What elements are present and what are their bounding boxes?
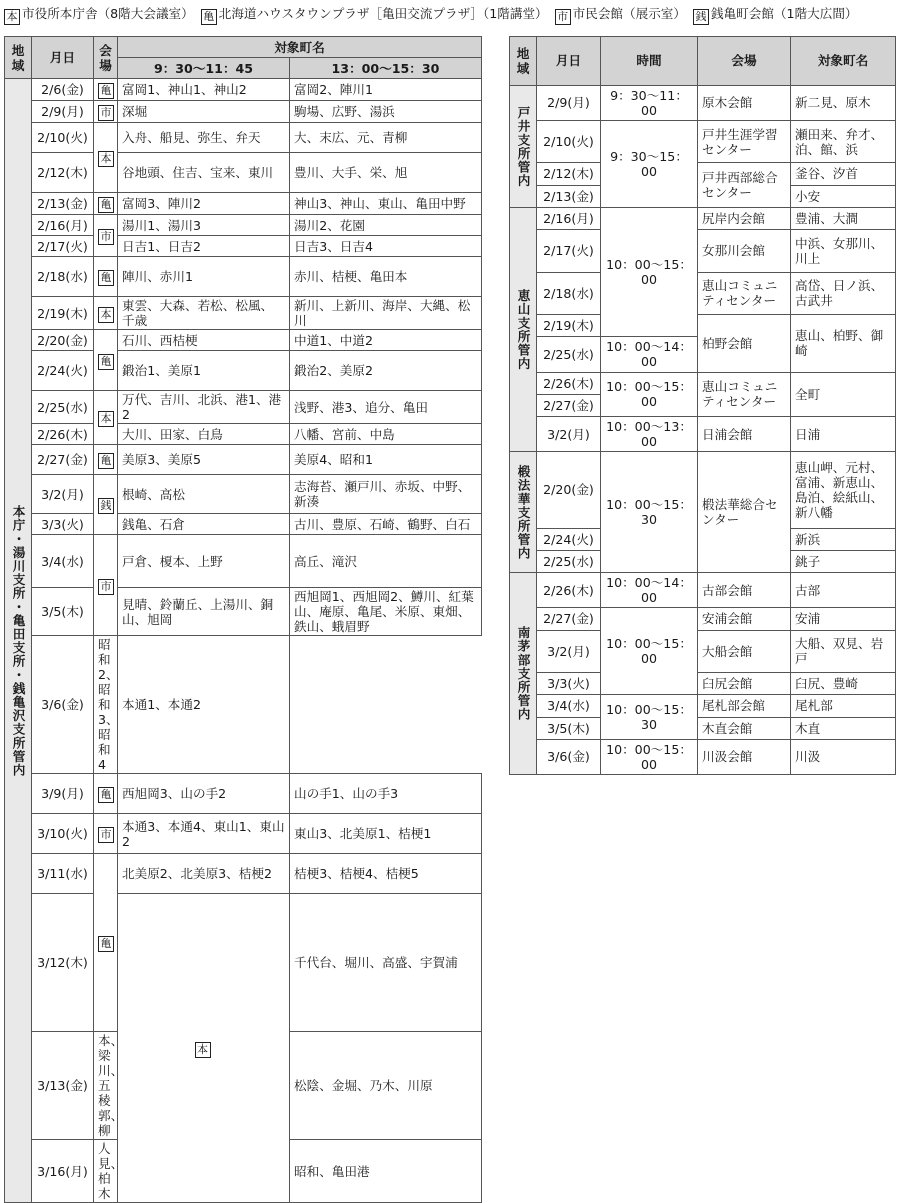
table-row [510, 417, 896, 452]
am-towns-cell: 美原3、美原5 [118, 445, 290, 475]
towns-cell: 尾札部 [791, 695, 896, 717]
date-cell: 2/6(金) [32, 79, 94, 101]
date-cell: 2/9(月) [32, 101, 94, 123]
am-towns-cell: 谷地頭、住吉、宝来、東川 [118, 153, 290, 193]
table-row [510, 120, 896, 162]
venue-cell: 木直会館 [698, 717, 791, 739]
table-row [5, 193, 482, 215]
pm-towns-cell: 本通1、本通2 [118, 636, 290, 774]
venue-cell: 尾札部会館 [698, 695, 791, 717]
date-cell: 3/2(月) [32, 475, 94, 514]
towns-cell: 全町 [791, 372, 896, 417]
table-row [5, 854, 482, 894]
date-cell: 3/11(水) [32, 854, 94, 894]
am-towns-cell: 日吉1、日吉2 [118, 236, 290, 257]
schedule-table-main [4, 36, 482, 1203]
towns-cell: 古部 [791, 573, 896, 608]
date-cell: 2/18(水) [537, 272, 601, 314]
table-row [510, 672, 896, 694]
pm-towns-cell: 富岡2、陣川1 [290, 79, 482, 101]
table-row [5, 774, 482, 814]
am-towns-cell: 戸倉、榎本、上野 [118, 535, 290, 588]
table-row [510, 207, 896, 229]
table-row [5, 297, 482, 330]
pm-towns-cell: 新川、上新川、海岸、大縄、松川 [290, 297, 482, 330]
date-cell: 3/6(金) [32, 636, 94, 774]
venue-cell [94, 123, 118, 193]
venue-mark: 亀 [98, 354, 114, 370]
date-cell: 3/5(木) [537, 717, 601, 739]
am-towns-cell: 石川、西桔梗 [118, 330, 290, 351]
venue-cell [94, 193, 118, 215]
table-row [5, 475, 482, 514]
table-row [5, 391, 482, 424]
venue-cell: 尻岸内会館 [698, 207, 791, 229]
pm-towns-cell: 日吉3、日吉4 [290, 236, 482, 257]
pm-towns-cell: 鍛治2、美原2 [290, 351, 482, 391]
date-cell: 3/4(水) [32, 535, 94, 588]
date-cell: 2/16(月) [32, 215, 94, 236]
am-towns-cell: 東雲、大森、若松、松風、千歳 [118, 297, 290, 330]
venue-cell [94, 475, 118, 535]
date-cell: 2/26(木) [537, 372, 601, 394]
time-cell: 10：00～15：00 [601, 207, 698, 337]
table-row [5, 636, 482, 774]
table-row [510, 163, 896, 185]
pm-towns-cell: 松陰、金堀、乃木、川原 [290, 1032, 482, 1140]
date-cell: 2/12(木) [537, 163, 601, 185]
date-cell: 3/4(水) [537, 695, 601, 717]
date-cell: 2/25(水) [32, 391, 94, 424]
venue-cell: 安浦会館 [698, 608, 791, 630]
am-towns-cell: 人見、柏木 [94, 1140, 118, 1203]
pm-header: 13：00～15：30 [290, 58, 482, 79]
legend-item [555, 2, 686, 26]
pm-towns-cell: 高丘、滝沢 [290, 535, 482, 588]
am-towns-cell: 湯川1、湯川3 [118, 215, 290, 236]
time-cell: 10：00～14：00 [601, 573, 698, 608]
region-cell: 恵山支所管内 [510, 207, 537, 451]
pm-towns-cell: 湯川2、花園 [290, 215, 482, 236]
table-row [5, 424, 482, 445]
venue-cell: 女那川会館 [698, 230, 791, 272]
date-cell: 2/9(月) [537, 85, 601, 120]
towns-cell: 釜谷、汐首 [791, 163, 896, 185]
region-cell: 南茅部支所管内 [510, 573, 537, 775]
venue-cell: 椴法華総合センター [698, 452, 791, 573]
venue-cell: 大船会館 [698, 630, 791, 672]
towns-cell: 中浜、女那川、川上 [791, 230, 896, 272]
am-towns-cell: 銭亀、石倉 [118, 514, 290, 535]
towns-cell: 新浜 [791, 528, 896, 550]
table-row [510, 315, 896, 337]
date-cell: 2/20(金) [32, 330, 94, 351]
venue-mark: 本 [98, 151, 114, 167]
am-towns-cell: 鍛治1、美原1 [118, 351, 290, 391]
venue-cell: 川汲会館 [698, 739, 791, 774]
venue-mark: 亀 [98, 83, 114, 99]
date-cell: 2/16(月) [537, 207, 601, 229]
table-row [5, 257, 482, 297]
am-towns-cell: 昭和2、昭和3、昭和4 [94, 636, 118, 774]
venue-header: 会場 [698, 37, 791, 86]
date-cell: 3/12(木) [32, 894, 94, 1032]
date-cell: 2/27(金) [32, 445, 94, 475]
am-towns-cell: 見晴、鈴蘭丘、上湯川、銅山、旭岡 [118, 588, 290, 636]
date-cell: 3/9(月) [32, 774, 94, 814]
time-header: 時間 [601, 37, 698, 86]
legend-text: 市役所本庁舎（8階大会議室） [22, 6, 194, 21]
table-row [5, 445, 482, 475]
time-cell: 10：00～15：30 [601, 695, 698, 740]
towns-cell: 高岱、日ノ浜、古武井 [791, 272, 896, 314]
table-row [5, 153, 482, 193]
pm-towns-cell: 大、末広、元、青柳 [290, 123, 482, 153]
am-towns-cell: 北美原2、北美原3、桔梗2 [118, 854, 290, 894]
date-cell: 3/16(月) [32, 1140, 94, 1203]
time-cell: 10：00～13：00 [601, 417, 698, 452]
venue-cell [94, 297, 118, 330]
venue-cell [118, 894, 290, 1203]
venue-cell [94, 215, 118, 257]
table-row [510, 695, 896, 717]
date-cell: 2/27(金) [537, 608, 601, 630]
time-cell: 10：00～14：00 [601, 337, 698, 372]
venue-mark: 市 [98, 105, 114, 121]
am-towns-cell: 根崎、高松 [118, 475, 290, 514]
towns-header: 対象町名 [791, 37, 896, 86]
pm-towns-cell: 古川、豊原、石崎、鶴野、白石 [290, 514, 482, 535]
date-cell: 2/20(金) [537, 452, 601, 528]
table-row [510, 452, 896, 528]
venue-header: 会場 [94, 37, 118, 79]
table-row [510, 573, 896, 608]
towns-cell: 臼尻、豊崎 [791, 672, 896, 694]
date-cell: 2/18(水) [32, 257, 94, 297]
date-cell: 2/19(木) [537, 315, 601, 337]
legend-item [693, 2, 858, 26]
towns-cell: 大船、双見、岩戸 [791, 630, 896, 672]
region-cell: 戸井支所管内 [510, 85, 537, 207]
am-towns-cell: 西旭岡3、山の手2 [118, 774, 290, 814]
table-row [5, 236, 482, 257]
table-row [5, 330, 482, 351]
date-cell: 2/25(水) [537, 337, 601, 372]
venue-cell [94, 445, 118, 475]
venue-cell [94, 391, 118, 445]
schedule-table-branches [509, 36, 896, 775]
date-cell: 3/3(火) [32, 514, 94, 535]
date-cell: 2/24(火) [32, 351, 94, 391]
pm-towns-cell: 山の手1、山の手3 [290, 774, 482, 814]
towns-cell: 恵山岬、元村、富浦、新恵山、島泊、絵紙山、新八幡 [791, 452, 896, 528]
date-cell: 2/13(金) [537, 185, 601, 207]
venue-cell: 戸井西部総合センター [698, 163, 791, 208]
date-cell: 3/13(金) [32, 1032, 94, 1140]
table-row [510, 608, 896, 630]
pm-towns-cell: 赤川、桔梗、亀田本 [290, 257, 482, 297]
am-towns-cell: 陣川、赤川1 [118, 257, 290, 297]
date-cell: 2/13(金) [32, 193, 94, 215]
venue-mark: 亀 [201, 9, 217, 25]
venue-mark: 本 [98, 307, 114, 323]
towns-cell: 日浦 [791, 417, 896, 452]
venue-mark: 市 [98, 579, 114, 595]
pm-towns-cell: 浅野、港3、追分、亀田 [290, 391, 482, 424]
date-cell: 2/27(金) [537, 394, 601, 416]
am-towns-cell: 深堀 [118, 101, 290, 123]
am-towns-cell: 大川、田家、白鳥 [118, 424, 290, 445]
table-row [5, 101, 482, 123]
time-cell: 9：30～15：00 [601, 120, 698, 207]
date-cell: 2/26(木) [32, 424, 94, 445]
date-cell: 3/2(月) [537, 417, 601, 452]
venue-mark: 市 [98, 229, 114, 245]
table-row [5, 79, 482, 101]
venue-cell [94, 854, 118, 1032]
date-cell: 2/26(木) [537, 573, 601, 608]
table-row [510, 717, 896, 739]
date-cell: 2/12(木) [32, 153, 94, 193]
am-header: 9：30～11：45 [118, 58, 290, 79]
region-cell: 本庁・湯川支所・亀田支所・銭亀沢支所管内 [5, 79, 32, 1203]
towns-cell: 豊浦、大澗 [791, 207, 896, 229]
pm-towns-cell: 神山3、神山、東山、亀田中野 [290, 193, 482, 215]
region-header: 地域 [510, 37, 537, 86]
table-row [510, 372, 896, 394]
table-row [5, 535, 482, 588]
am-towns-cell: 本、梁川、五稜郭、柳 [94, 1032, 118, 1140]
legend-item [4, 2, 194, 26]
venue-mark: 亀 [98, 197, 114, 213]
date-cell: 2/25(水) [537, 550, 601, 572]
venue-mark: 市 [98, 827, 114, 843]
table-row [5, 894, 482, 1032]
venue-cell: 古部会館 [698, 573, 791, 608]
legend-item [201, 2, 548, 26]
am-towns-cell: 千代台、堀川、高盛、宇賀浦 [290, 894, 482, 1032]
time-cell: 10：00～15：00 [601, 608, 698, 695]
date-cell: 3/10(火) [32, 814, 94, 854]
venue-cell [94, 79, 118, 101]
venue-mark: 本 [4, 9, 20, 25]
table-row [510, 739, 896, 774]
venue-mark: 亀 [98, 787, 114, 803]
am-towns-cell: 本通3、本通4、東山1、東山2 [118, 814, 290, 854]
date-cell: 2/10(火) [32, 123, 94, 153]
legend-text: 銭亀町会館（1階大広間） [710, 6, 858, 21]
venue-cell [94, 330, 118, 391]
venue-cell: 恵山コミュニティセンター [698, 272, 791, 314]
legend-text: 北海道ハウスタウンプラザ［亀田交流プラザ］（1階講堂） [218, 6, 548, 21]
pm-towns-cell: 東山3、北美原1、桔梗1 [290, 814, 482, 854]
table-row [5, 123, 482, 153]
date-cell: 3/3(火) [537, 672, 601, 694]
venue-cell: 日浦会館 [698, 417, 791, 452]
towns-cell: 安浦 [791, 608, 896, 630]
date-cell: 2/24(火) [537, 528, 601, 550]
time-cell: 9：30～11：00 [601, 85, 698, 120]
venue-mark: 本 [195, 1042, 211, 1058]
towns-header: 対象町名 [118, 37, 482, 58]
pm-towns-cell: 中道1、中道2 [290, 330, 482, 351]
table-row [510, 230, 896, 272]
am-towns-cell: 富岡1、神山1、神山2 [118, 79, 290, 101]
venue-cell [94, 814, 118, 854]
date-cell: 2/10(火) [537, 120, 601, 162]
venue-cell [94, 774, 118, 814]
date-cell: 3/6(金) [537, 739, 601, 774]
venue-cell: 恵山コミュニティセンター [698, 372, 791, 417]
table-row [510, 85, 896, 120]
venue-cell [94, 535, 118, 636]
date-cell: 2/19(木) [32, 297, 94, 330]
pm-towns-cell: 美原4、昭和1 [290, 445, 482, 475]
time-cell: 10：00～15：30 [601, 452, 698, 573]
am-towns-cell: 万代、吉川、北浜、港1、港2 [118, 391, 290, 424]
towns-cell: 新二見、原木 [791, 85, 896, 120]
table-row [5, 814, 482, 854]
towns-cell: 恵山、柏野、御崎 [791, 315, 896, 372]
pm-towns-cell: 桔梗3、桔梗4、桔梗5 [290, 854, 482, 894]
table-row [5, 351, 482, 391]
table-row [5, 215, 482, 236]
pm-towns-cell: 豊川、大手、栄、旭 [290, 153, 482, 193]
towns-cell: 川汲 [791, 739, 896, 774]
venue-mark: 銭 [98, 498, 114, 514]
header-row [5, 37, 482, 58]
venue-cell: 戸井生涯学習センター [698, 120, 791, 162]
venue-legend [4, 2, 865, 26]
am-towns-cell: 富岡3、陣川2 [118, 193, 290, 215]
date-cell: 3/2(月) [537, 630, 601, 672]
pm-towns-cell: 志海苔、瀬戸川、赤坂、中野、新湊 [290, 475, 482, 514]
date-header: 月日 [32, 37, 94, 79]
time-cell: 10：00～15：00 [601, 372, 698, 417]
venue-cell [94, 257, 118, 297]
date-cell: 2/17(火) [32, 236, 94, 257]
towns-cell: 銚子 [791, 550, 896, 572]
table-row [5, 588, 482, 636]
venue-mark: 亀 [98, 453, 114, 469]
header-row [510, 37, 896, 86]
am-towns-cell: 入舟、船見、弥生、弁天 [118, 123, 290, 153]
towns-cell: 木直 [791, 717, 896, 739]
region-header: 地域 [5, 37, 32, 79]
pm-towns-cell: 昭和、亀田港 [290, 1140, 482, 1203]
region-cell: 椴法華支所管内 [510, 452, 537, 573]
pm-towns-cell: 駒場、広野、湯浜 [290, 101, 482, 123]
table-row [5, 514, 482, 535]
date-cell: 3/5(木) [32, 588, 94, 636]
table-row [510, 630, 896, 672]
venue-mark: 亀 [98, 936, 114, 952]
venue-cell: 臼尻会館 [698, 672, 791, 694]
pm-towns-cell: 西旭岡1、西旭岡2、鱒川、紅葉山、庵原、亀尾、米原、東畑、鉄山、蛾眉野 [290, 588, 482, 636]
venue-mark: 市 [555, 9, 571, 25]
towns-cell: 瀬田来、弁才、泊、館、浜 [791, 120, 896, 162]
venue-mark: 銭 [693, 9, 709, 25]
venue-mark: 本 [98, 411, 114, 427]
venue-cell: 原木会館 [698, 85, 791, 120]
time-cell: 10：00～15：00 [601, 739, 698, 774]
venue-cell [94, 101, 118, 123]
date-header: 月日 [537, 37, 601, 86]
pm-towns-cell: 八幡、宮前、中島 [290, 424, 482, 445]
legend-text: 市民会館（展示室） [572, 6, 686, 21]
venue-cell: 柏野会館 [698, 315, 791, 372]
table-row [510, 272, 896, 314]
date-cell: 2/17(火) [537, 230, 601, 272]
towns-cell: 小安 [791, 185, 896, 207]
venue-mark: 亀 [98, 270, 114, 286]
